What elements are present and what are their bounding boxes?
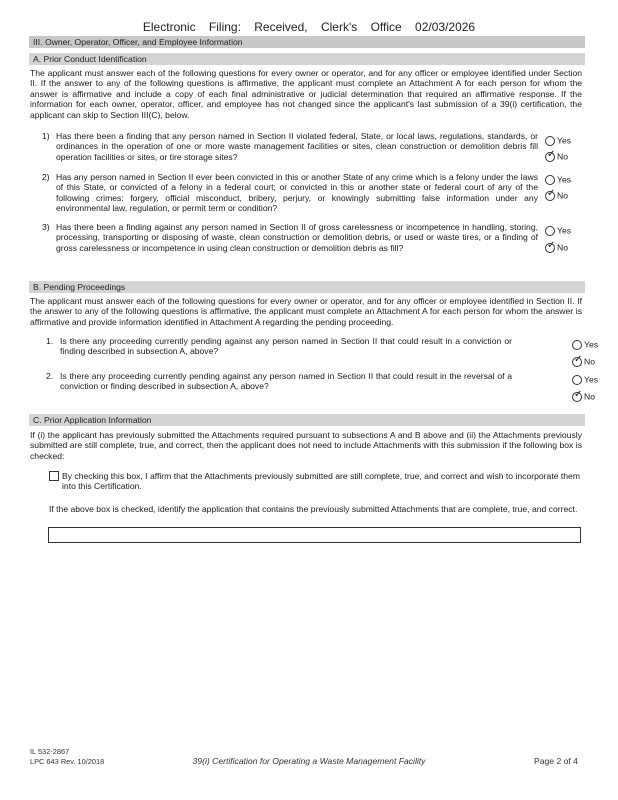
question-text: Has there been a finding against any person named in Section II of gross carelessness or incompetence in handling, storing, processing, transporting or disposing of waste, clean construction or demolition debris, or used or waste tires, or a finding of gross carelessness or incompetence in using clean construction or demolition debris as fill? xyxy=(56,222,538,253)
section-b-intro: The applicant must answer each of the following questions for every owner or operator, and for any officer or employee identified in Section II. If the answer to any of the following questions is affirmative, the applicant must complete an Attachment A for each person for whom the answer is affirmative and provide information identified in Attachment A regarding the pending proceeding. xyxy=(30,296,582,327)
affirm-checkbox[interactable] xyxy=(49,471,59,481)
section-a-header: A. Prior Conduct Identification xyxy=(29,53,585,65)
yes-option[interactable]: Yes xyxy=(572,374,598,386)
radio-icon[interactable] xyxy=(572,375,582,385)
radio-icon[interactable] xyxy=(545,226,555,236)
yes-option[interactable]: Yes xyxy=(545,225,571,237)
question-text: Is there any proceeding currently pending against any person named in Section II that could result in the reversal of a conviction or finding described in subsection A, above? xyxy=(60,371,512,392)
form-id-line-1: IL 532-2867 xyxy=(30,747,70,756)
section-c-intro: If (i) the applicant has previously submitted the Attachments required pursuant to subsections A and B above and (ii) the Attachments previously submitted are still complete, true, and correct, then the applicant does not need to include Attachments with this submission if the following box is checked: xyxy=(30,430,582,461)
section-b-header: B. Pending Proceedings xyxy=(29,281,585,293)
question-number: 3) xyxy=(42,222,50,232)
yes-option[interactable]: Yes xyxy=(545,174,571,186)
radio-checked-icon[interactable]: ✓ xyxy=(547,148,556,160)
form-id-line-2: LPC 643 Rev. 10/2018 xyxy=(30,757,105,766)
question-number: 1. xyxy=(46,336,54,346)
section-a-intro: The applicant must answer each of the following questions for every owner or operator, and for any officer or employee identified under Section II. If the answer to any of the following questions is affirmative, the applicant must complete an Attachment A for each person for whom the answer is affirmative and include a copy of each final administrative or judicial determination that required an affirmative response. If the information for each owner, operator, officer, and employee has not changed since the applicant's last submission of a 39(i) certification, the applicant can skip to Section III(C), below. xyxy=(30,68,582,120)
section-iii-header: III. Owner, Operator, Officer, and Employee Information xyxy=(29,36,585,48)
no-option[interactable]: ✓ No xyxy=(547,187,568,201)
application-identifier-field[interactable] xyxy=(48,527,581,543)
radio-icon[interactable] xyxy=(545,175,555,185)
radio-checked-icon[interactable]: ✓ xyxy=(574,353,583,365)
section-c-header: C. Prior Application Information xyxy=(29,414,585,426)
page-number: Page 2 of 4 xyxy=(534,756,578,766)
radio-icon[interactable] xyxy=(572,340,582,350)
electronic-filing-stamp: Electronic Filing: Received, Clerk's Office 02/03/2026 xyxy=(142,20,476,34)
radio-checked-icon[interactable]: ✓ xyxy=(547,187,556,199)
question-number: 1) xyxy=(42,131,50,141)
affirm-checkbox-label: By checking this box, I affirm that the Attachments previously submitted are still complete, true, and correct and wish to incorporate them into this Certification. xyxy=(62,471,580,492)
no-option[interactable]: ✓ No xyxy=(547,239,568,253)
radio-checked-icon[interactable]: ✓ xyxy=(547,239,556,251)
yes-option[interactable]: Yes xyxy=(545,135,571,147)
identify-application-instructions: If the above box is checked, identify the application that contains the previously submitted Attachments that are complete, true, and correct. xyxy=(49,504,578,514)
no-option[interactable]: ✓ No xyxy=(547,148,568,162)
question-number: 2. xyxy=(46,371,54,381)
footer-title: 39(i) Certification for Operating a Waste Management Facility xyxy=(192,756,426,766)
radio-checked-icon[interactable]: ✓ xyxy=(574,388,583,400)
question-text: Is there any proceeding currently pending against any person named in Section II that could result in a conviction or finding described in subsection A, above? xyxy=(60,336,512,357)
question-text: Has any person named in Section II ever been convicted in this or another State of any crime which is a felony under the laws of this State, or convicted of a felony in a federal court; or convicted in this or another state or federal court of any of the following crimes: forgery, official misconduct, bribery, perjury, or knowingly submitting false information under any environmental law, regulation, or permit term or condition? xyxy=(56,172,538,214)
no-option[interactable]: ✓ No xyxy=(574,353,595,367)
no-option[interactable]: ✓ No xyxy=(574,388,595,402)
radio-icon[interactable] xyxy=(545,136,555,146)
question-number: 2) xyxy=(42,172,50,182)
yes-option[interactable]: Yes xyxy=(572,339,598,351)
question-text: Has there been a finding that any person named in Section II violated federal, State, or local laws, regulations, standards, or ordinances in the operation of one or more waste management facilities or sites, clean construction or demolition debris fill operation facilities or sites, or tire storage sites? xyxy=(56,131,538,162)
